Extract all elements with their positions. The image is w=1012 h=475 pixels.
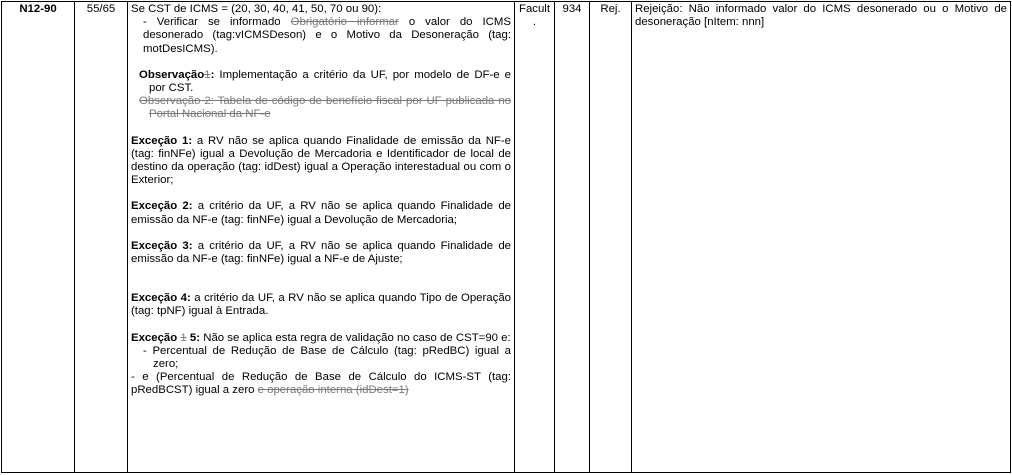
exception-2: Exceção 2: a critério da UF, a RV não se aplica quando Finalidade de emissão da NF-e (tag: finNFe) igual a Devolução de Mercadoria; xyxy=(131,200,511,226)
exception-1: Exceção 1: a RV não se aplica quando Finalidade de emissão da NF-e (tag: finNFe) igual a Devolução de Mercadoria e Identificador de local de destino da operação (tag: idDest) igual a Operação interestadual ou com o Exterior; xyxy=(131,134,512,187)
observation-1: Observação1: Implementação a critério da UF, por modelo de DF-e e por CST. xyxy=(139,68,512,95)
rule-message: Rejeição: Não informado valor do ICMS desonerado ou o Motivo de desoneração [nItem: nnn] xyxy=(632,2,1011,473)
rule-id: N12-90 xyxy=(2,2,75,473)
table-row xyxy=(2,2,1011,473)
exception-4: Exceção 4: a critério da UF, a RV não se aplica quando Tipo de Operação (tag: tpNF) igual à Entrada. xyxy=(131,292,512,318)
exception-5-item-2: - e (Percentual de Redução de Base de Cálculo do ICMS-ST (tag: pRedBCST) igual a zero e operação interna (idDest=1) xyxy=(131,371,511,397)
rule-application: Facult . xyxy=(515,2,555,473)
exception-3: Exceção 3: a critério da UF, a RV não se aplica quando Finalidade de emissão da NF-e (tag: finNFe) igual a NF-e de Ajuste; xyxy=(131,239,511,266)
observation-2-deleted: Observação 2: Tabela de código de benefício fiscal por UF publicada no Portal Nacional da NF-e xyxy=(139,95,511,121)
rule-code: 934 xyxy=(555,2,590,473)
rule-description xyxy=(128,2,515,473)
description-intro: Se CST de ICMS = (20, 30, 40, 41, 50, 70 ou 90): xyxy=(131,3,382,15)
validation-rule-table xyxy=(1,1,1011,473)
rule-effect: Rej. xyxy=(590,2,632,473)
exception-5-item-1: - Percentual de Redução de Base de Cálculo (tag: pRedBC) igual a zero; xyxy=(143,344,511,371)
description-verify: - Verificar se informado Obrigatório informar o valor do ICMS desonerado (tag:vICMSDeson) e o Motivo da Desoneração (tag: motDesICMS). xyxy=(143,16,511,55)
rule-field: 55/65 xyxy=(75,2,128,473)
deleted-text: Obrigatório informar xyxy=(290,16,399,29)
exception-5: Exceção 1 5: Não se aplica esta regra de validação no caso de CST=90 e: xyxy=(131,331,511,344)
